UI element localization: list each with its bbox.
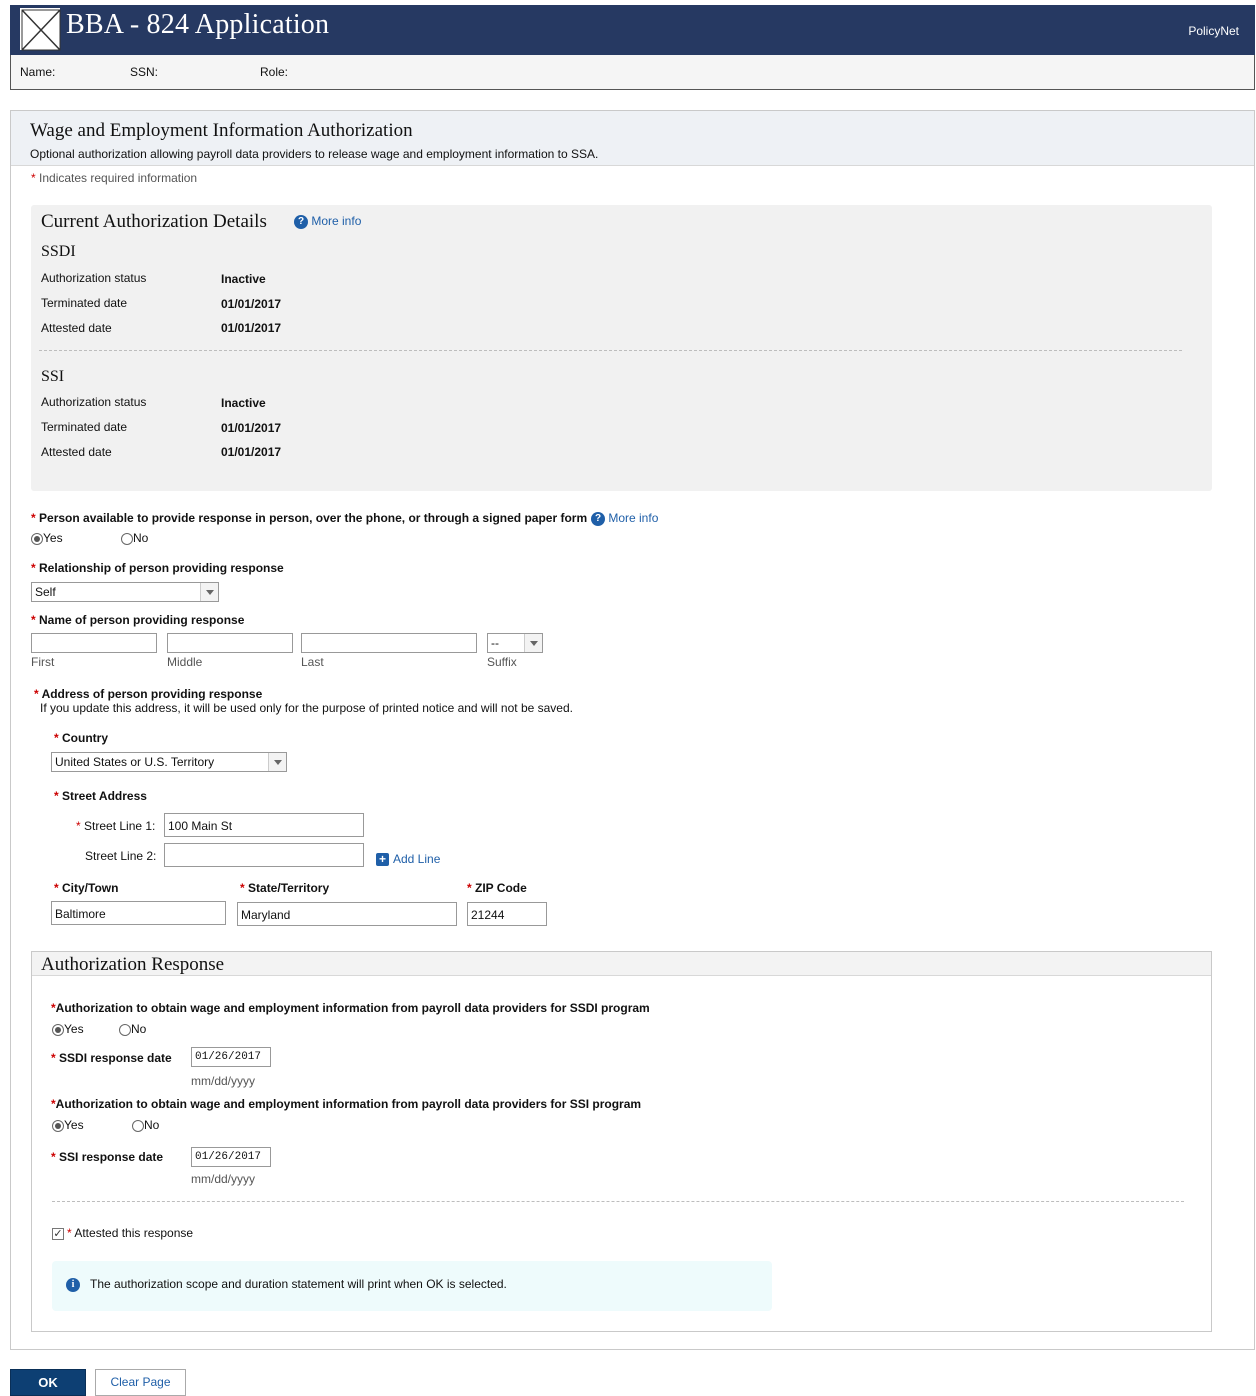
response-title: Authorization Response [41, 954, 225, 975]
ssi-status-label: Authorization status [41, 395, 147, 409]
required-marker: * [51, 1001, 56, 1015]
person-yes-radio[interactable]: Yes [31, 531, 63, 545]
ssi-yes-radio[interactable]: Yes [52, 1118, 84, 1132]
required-marker: * [54, 731, 59, 745]
person-more-info-link[interactable]: ? More info [591, 511, 658, 526]
ssi-terminated-label: Terminated date [41, 420, 128, 434]
ssdi-attested-label: Attested date [41, 321, 112, 335]
ssdi-status-value: Inactive [221, 272, 266, 286]
city-label: * City/Town [54, 881, 119, 895]
clear-page-button[interactable]: Clear Page [95, 1369, 186, 1396]
ssdi-terminated-value: 01/01/2017 [221, 297, 282, 311]
suffix-select[interactable]: -- [487, 633, 543, 653]
street-line2-input[interactable] [164, 843, 364, 867]
authorization-response-box [31, 951, 1212, 1332]
ssi-attested-value: 01/01/2017 [221, 445, 282, 459]
required-marker: * [51, 1051, 56, 1065]
required-marker: * [240, 881, 245, 895]
app-logo-icon [20, 8, 60, 50]
ssi-question-label: *Authorization to obtain wage and employment information from payroll data providers for SSI program [51, 1097, 642, 1111]
info-text: The authorization scope and duration statement will print when OK is selected. [90, 1277, 507, 1291]
chevron-down-icon [268, 753, 286, 771]
required-marker: * [54, 881, 59, 895]
page-subtitle: Optional authorization allowing payroll data providers to release wage and employment information to SSA. [30, 147, 599, 161]
ssi-date-label: * SSI response date [51, 1150, 164, 1164]
radio-selected-icon [31, 533, 43, 545]
ssdi-no-radio[interactable]: No [119, 1022, 146, 1036]
attested-label: * Attested this response [67, 1226, 194, 1240]
required-marker: * [467, 881, 472, 895]
ssdi-date-hint: mm/dd/yyyy [191, 1074, 256, 1088]
section-divider [39, 350, 1182, 351]
radio-unselected-icon [121, 533, 133, 545]
zip-input[interactable]: 21244 [467, 902, 547, 926]
required-marker: * [76, 819, 81, 833]
more-info-link[interactable] [294, 214, 361, 229]
info-icon: i [66, 1278, 80, 1292]
chevron-down-icon [524, 634, 542, 652]
required-marker: * [51, 1150, 56, 1164]
ssi-terminated-value: 01/01/2017 [221, 421, 282, 435]
country-label: * Country [54, 731, 109, 745]
street1-label: * Street Line 1: [76, 819, 156, 833]
ssdi-status-label: Authorization status [41, 271, 147, 285]
info-message [52, 1261, 772, 1311]
ssdi-question-label: *Authorization to obtain wage and employment information from payroll data providers for SSDI program [51, 1001, 650, 1015]
help-icon: ? [591, 512, 605, 526]
ssi-no-radio[interactable]: No [132, 1118, 159, 1132]
radio-unselected-icon [119, 1024, 131, 1036]
current-authorization-box [31, 205, 1212, 491]
required-marker: * [34, 687, 39, 701]
ssdi-title: SSDI [41, 243, 76, 260]
user-info-bar [10, 55, 1255, 90]
state-label: * State/Territory [240, 881, 330, 895]
zip-label: * ZIP Code [467, 881, 527, 895]
street-line1-input[interactable]: 100 Main St [164, 813, 364, 837]
relationship-label: * Relationship of person providing response [31, 561, 284, 575]
page-title: Wage and Employment Information Authorization [30, 120, 413, 141]
radio-selected-icon [52, 1024, 64, 1036]
ssi-date-input[interactable]: 01/26/2017 [191, 1147, 271, 1167]
chevron-down-icon [200, 583, 218, 601]
person-available-label: * Person available to provide response in person, over the phone, or through a signed paper form [31, 511, 588, 525]
add-line-button[interactable]: + Add Line [376, 852, 440, 866]
street-address-label: * Street Address [54, 789, 147, 803]
ssdi-terminated-label: Terminated date [41, 296, 128, 310]
middle-caption: Middle [167, 655, 203, 669]
ssdi-date-label: * SSDI response date [51, 1051, 172, 1065]
first-name-input[interactable] [31, 633, 157, 653]
plus-icon: + [376, 853, 389, 866]
ssdi-attested-value: 01/01/2017 [221, 321, 282, 335]
address-label: * Address of person providing response [34, 687, 263, 701]
city-input[interactable]: Baltimore [51, 901, 226, 925]
country-select[interactable]: United States or U.S. Territory [51, 752, 287, 772]
last-caption: Last [301, 655, 324, 669]
name-label: * Name of person providing response [31, 613, 245, 627]
ssdi-date-input[interactable]: 01/26/2017 [191, 1047, 271, 1067]
required-note-text: Indicates required information [39, 171, 198, 185]
ssi-title: SSI [41, 368, 65, 385]
person-no-radio[interactable]: No [121, 531, 148, 545]
last-name-input[interactable] [301, 633, 477, 653]
required-marker: * [31, 613, 36, 627]
required-note [31, 171, 197, 185]
radio-selected-icon [52, 1120, 64, 1132]
suffix-caption: Suffix [487, 655, 517, 669]
name-label: Name: [20, 65, 56, 79]
main-panel [10, 110, 1255, 1350]
ssi-status-value: Inactive [221, 396, 266, 410]
radio-unselected-icon [132, 1120, 144, 1132]
ok-button[interactable]: OK [10, 1369, 86, 1396]
ssi-date-hint: mm/dd/yyyy [191, 1172, 256, 1186]
first-caption: First [31, 655, 55, 669]
help-icon: ? [294, 215, 308, 229]
attested-checkbox[interactable]: ✓ [53, 1228, 63, 1240]
required-marker: * [51, 1097, 56, 1111]
role-label: Role: [260, 65, 289, 79]
required-marker: * [31, 171, 36, 185]
required-marker: * [31, 561, 36, 575]
response-header [32, 952, 1211, 976]
relationship-select[interactable]: Self [31, 582, 219, 602]
required-marker: * [67, 1226, 72, 1240]
policynet-link[interactable]: PolicyNet [1188, 24, 1239, 38]
panel-header [11, 111, 1254, 166]
required-marker: * [54, 789, 59, 803]
more-info-text: More info [311, 214, 362, 228]
ssi-attested-label: Attested date [41, 445, 112, 459]
state-input[interactable]: Maryland [237, 902, 457, 926]
app-header [10, 5, 1255, 55]
app-title: BBA - 824 Application [66, 9, 330, 40]
middle-name-input[interactable] [167, 633, 293, 653]
response-divider [52, 1201, 1184, 1202]
street2-label: Street Line 2: [85, 849, 157, 863]
current-auth-title: Current Authorization Details [41, 211, 267, 232]
ssn-label: SSN: [130, 65, 159, 79]
ssdi-yes-radio[interactable]: Yes [52, 1022, 84, 1036]
address-note: If you update this address, it will be used only for the purpose of printed notice and will not be saved. [40, 701, 573, 715]
required-marker: * [31, 511, 36, 525]
